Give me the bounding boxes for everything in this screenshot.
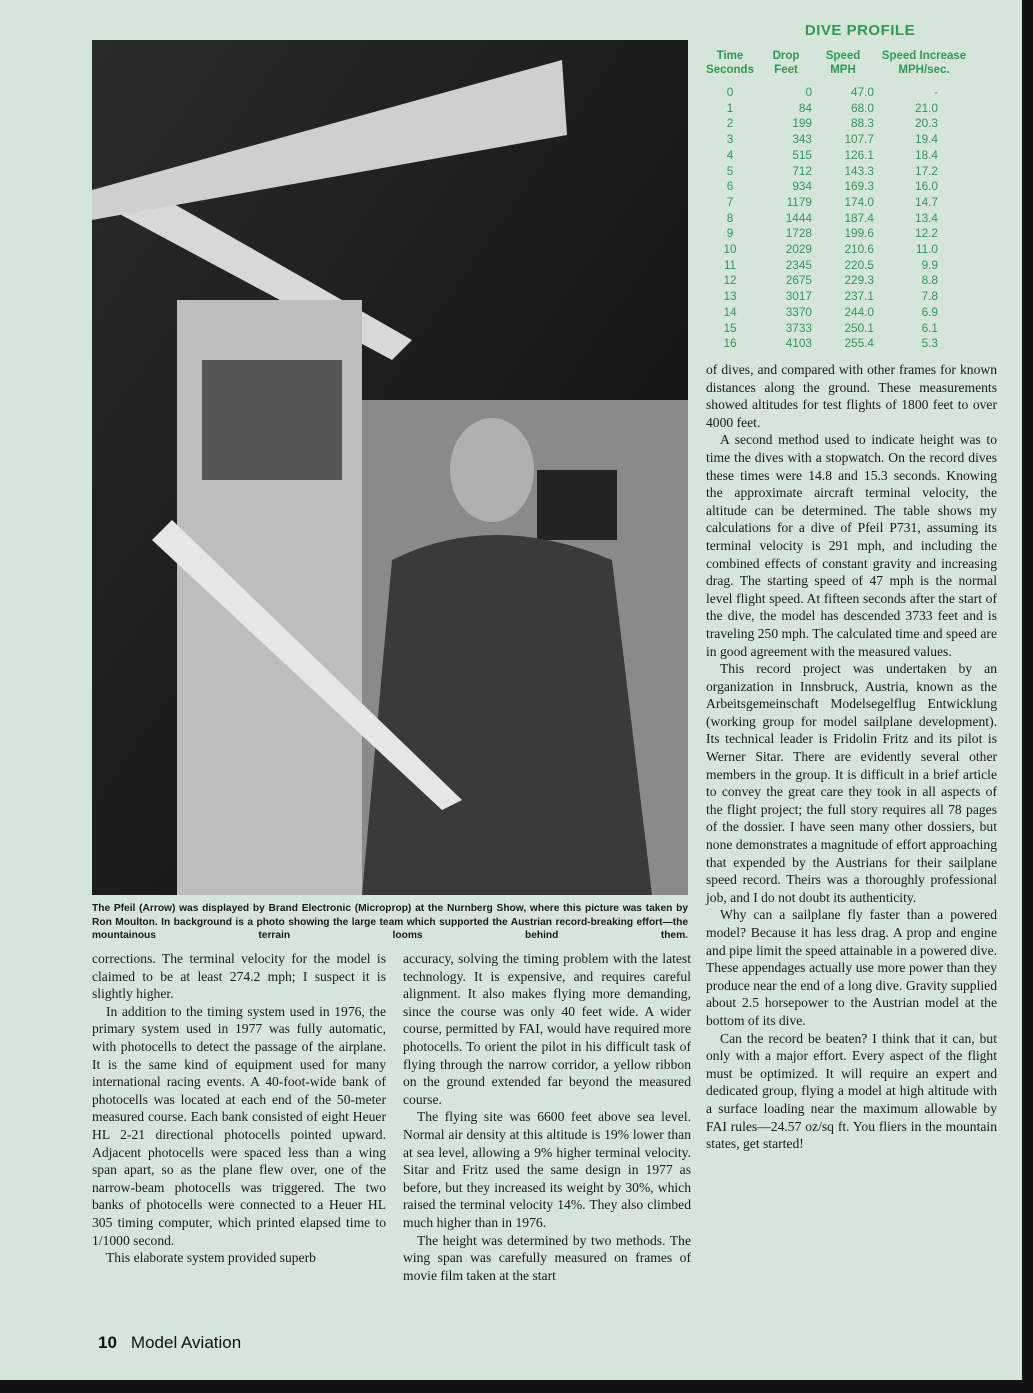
speed-increase-cell: 19.4 [915,132,938,147]
speed-cell: 220.5 [844,257,874,272]
speed-increase-cell: 20.3 [915,116,938,131]
drop-cell: 2029 [785,242,812,257]
time-cell: 8 [726,210,734,225]
table-row [700,226,1000,242]
paragraph: The height was determined by two methods. The wing span was carefully measured on frames of movie film taken at the start [403,1232,691,1283]
speed-cell: 68.0 [851,100,874,115]
table-header [700,49,1000,77]
table-row [700,242,1000,258]
paragraph: accuracy, solving the timing problem with the latest technology. It is expensive, and requires careful alignment. It also makes flying more demanding, since the course was only 40 feet wide. A wider course, permitted by FAI, would have required more photocells. To orient the pilot in his difficult task of flying through the narrow corridor, a yellow ribbon on the ground extended far beyond the measured course. [403,951,691,1107]
table-row [700,289,1000,305]
speed-increase-cell: 7.8 [921,289,938,304]
speed-increase-cell: 16.0 [915,179,938,194]
drop-cell: 3733 [785,320,812,335]
speed-cell: 199.6 [844,226,874,241]
speed-increase-cell: 13.4 [915,210,938,225]
table-row [700,258,1000,274]
drop-cell: 199 [792,116,812,131]
table-row [700,273,1000,289]
photo-illustration [92,40,688,895]
table-row [700,164,1000,180]
speed-increase-cell: 12.2 [915,226,938,241]
table-row [700,305,1000,321]
drop-cell: 0 [805,85,812,99]
speed-increase-cell: 6.1 [921,320,938,335]
drop-cell: 84 [798,100,812,115]
speed-increase-cell: 17.2 [915,163,938,178]
speed-cell: 250.1 [844,320,874,335]
time-cell: 16 [723,336,737,351]
time-cell: 10 [723,242,737,257]
photo-man-with-sailplane [92,40,688,895]
time-cell: 0 [726,85,734,99]
page-footer [98,1333,241,1353]
time-cell: 14 [723,304,737,319]
time-cell: 3 [726,132,734,147]
table-row [700,211,1000,227]
article-column-1 [92,950,386,1267]
table-row [700,101,1000,117]
paragraph: This record project was undertaken by an organization in Innsbruck, Austria, known as the Arbeitsgemeinschaft Modelsegelflug Entwicklung (working group for model sailplane development). Its technical leader is Fridolin Fritz and its pilot is Werner Sitar. There are evidently several other members in the group. It is difficult in a brief article to convey the great care they took in all aspects of the flight project; the full story requires all 78 pages of the dossier. I have seen many other dossiers, but none demonstrates a magnitude of effort approaching that expended by the Austrians for their sailplane speed record. Theirs was a thoroughly professional job, and I do not doubt its authenticity. [706,661,997,905]
speed-cell: 237.1 [844,289,874,304]
table-row [700,321,1000,337]
table-row [700,179,1000,195]
speed-cell: 169.3 [844,179,874,194]
time-cell: 5 [726,163,734,178]
paragraph: of dives, and compared with other frames for known distances along the ground. These measurements showed altitudes for test flights of 1800 feet to over 4000 feet. [706,362,997,430]
table-row [700,195,1000,211]
speed-increase-cell: 11.0 [915,242,938,257]
header-time: Time Seconds [706,50,754,76]
drop-cell: 2675 [785,273,812,288]
time-cell: 7 [726,194,734,209]
drop-cell: 1728 [785,226,812,241]
header-speed: Speed MPH [825,50,861,76]
speed-cell: 255.4 [844,336,874,351]
article-column-2 [403,950,691,1284]
speed-cell: 47.0 [851,85,874,99]
drop-cell: 712 [792,163,812,178]
header-speed-increase: Speed Increase MPH/sec. [881,50,967,76]
time-cell: 15 [723,320,737,335]
table-body [700,85,1000,352]
drop-cell: 343 [792,132,812,147]
time-cell: 4 [726,147,734,162]
paragraph: In addition to the timing system used in 1976, the primary system used in 1977 was fully automatic, with photocells to detect the passage of the airplane. It is the same kind of equipment used for many international racing events. A 40-foot-wide bank of photocells was located at each end of the 50-meter measured course. Each bank consisted of eight Heuer HL 2-21 directional photocells pointed upward. Adjacent photocells were spaced less than a wing span apart, so as the plane flew over, one of the narrow-beam photocells was triggered. The two banks of photocells were connected to a Heuer HL 305 timing computer, which printed elapsed time to 1/1000 second. [92,1003,386,1248]
paragraph: The flying site was 6600 feet above sea level. Normal air density at this altitude is 19% lower than at sea level, allowing a 9% higher terminal velocity. Sitar and Fritz used the same design in 1977 as before, but they increased its weight by 30%, which raised the terminal velocity 14%. They also climbed much higher than in 1976. [403,1109,691,1230]
table-row [700,85,1000,101]
magazine-name: Model Aviation [130,1333,242,1352]
time-cell: 11 [723,257,737,272]
speed-cell: 88.3 [851,116,874,131]
table-row [700,132,1000,148]
speed-increase-cell: 21.0 [915,100,938,115]
paragraph: Why can a sailplane fly faster than a powered model? Because it has less drag. A prop and engine and pipe limit the speed attainable in a powered dive. These appendages actually use more power than they produce near the end of a long dive. Gravity supplied about 2.5 horsepower to the Austrian model at the bottom of its dive. [706,907,997,1028]
speed-increase-cell: 6.9 [921,304,938,319]
speed-cell: 187.4 [844,210,874,225]
speed-cell: 126.1 [844,147,874,162]
drop-cell: 1444 [785,210,812,225]
table-row [700,336,1000,352]
drop-cell: 3370 [785,304,812,319]
photo-caption: The Pfeil (Arrow) was displayed by Brand Electronic (Microprop) at the Nurnberg Show, where this picture was taken by Ron Moulton. In background is a photo showing the large team which supported the Austrian record-breaking effort—the mountainous terrain looms behind them. [92,903,688,941]
speed-increase-cell: - [934,85,938,99]
speed-cell: 210.6 [844,242,874,257]
speed-increase-cell: 14.7 [915,194,938,209]
speed-cell: 107.7 [844,132,874,147]
speed-cell: 174.0 [844,194,874,209]
time-cell: 1 [726,100,734,115]
drop-cell: 515 [792,147,812,162]
speed-increase-cell: 5.3 [921,336,938,351]
time-cell: 13 [723,289,737,304]
paragraph: This elaborate system provided superb [106,1250,316,1266]
article-column-3 [706,361,997,1153]
drop-cell: 934 [792,179,812,194]
table-row [700,116,1000,132]
table-title: DIVE PROFILE [804,22,916,39]
header-drop: Drop Feet [772,50,800,76]
paragraph: corrections. The terminal velocity for the model is claimed to be at least 274.2 mph; I suspect it is slightly higher. [92,951,386,1002]
speed-increase-cell: 8.8 [921,273,938,288]
time-cell: 6 [726,179,734,194]
speed-cell: 229.3 [844,273,874,288]
speed-cell: 143.3 [844,163,874,178]
paragraph: Can the record be beaten? I think that it can, but only with a major effort. Every aspect of the flight must be optimized. It will require an expert and dedicated group, flying a model at high altitude with a surface loading near the maximum allowable by FAI rules—24.57 oz/sq ft. You fliers in the mountain states, get started! [706,1030,997,1152]
drop-cell: 3017 [785,289,812,304]
drop-cell: 1179 [786,194,812,209]
drop-cell: 2345 [785,257,812,272]
paragraph: A second method used to indicate height was to time the dives with a stopwatch. On the record dives these times were 14.8 and 15.3 seconds. Knowing the approximate aircraft terminal velocity, the altitude can be determined. The table shows my calculations for a dive of Pfeil P731, assuming its terminal velocity is 291 mph, and including the combined effects of constant gravity and increasing drag. The starting speed of 47 mph is the normal level flight speed. At fifteen seconds after the start of the dive, the model has descended 3733 feet and is traveling 250 mph. The calculated time and speed are in good agreement with the measured values. [706,432,997,659]
speed-cell: 244.0 [844,304,874,319]
dive-profile-table [700,22,1000,352]
speed-increase-cell: 18.4 [915,147,938,162]
table-row [700,148,1000,164]
time-cell: 9 [726,226,734,241]
drop-cell: 4103 [785,336,812,351]
page-number: 10 [98,1333,117,1352]
speed-increase-cell: 9.9 [921,257,938,272]
time-cell: 2 [726,116,734,131]
time-cell: 12 [723,273,737,288]
